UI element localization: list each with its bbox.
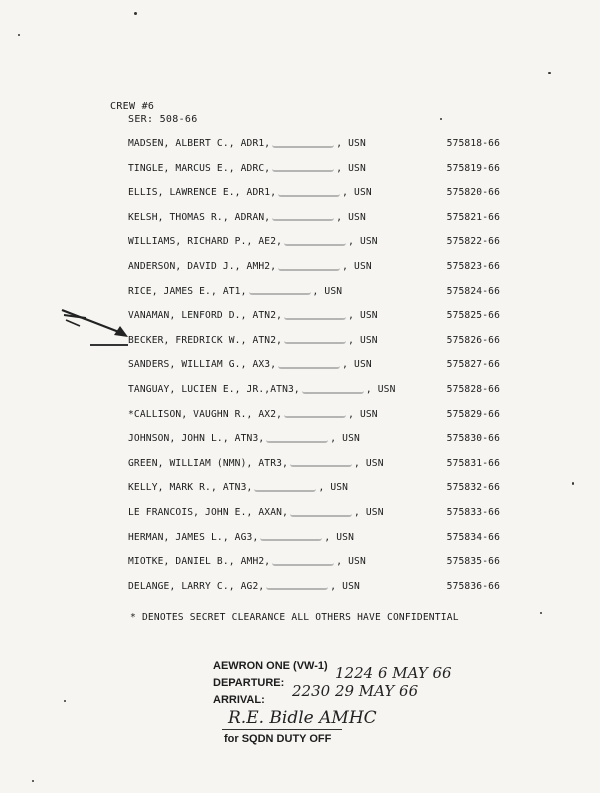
member-line — [128, 212, 366, 223]
roster-row — [128, 409, 500, 423]
roster-row — [128, 482, 500, 496]
member-name: DELANGE, LARRY C., AG2, — [128, 580, 265, 592]
member-name: LE FRANCOIS, JOHN E., AXAN, — [128, 507, 288, 518]
redaction-mark — [284, 237, 346, 246]
roster-row — [128, 359, 500, 373]
separator: , — [354, 507, 366, 518]
redaction-mark — [266, 434, 328, 443]
member-name: JOHNSON, JOHN L., ATN3, — [128, 433, 265, 445]
separator: , — [336, 138, 349, 149]
member-name: MADSEN, ALBERT C., ADR1, — [128, 138, 271, 149]
member-branch: USN — [348, 556, 366, 568]
member-line — [128, 556, 366, 567]
order-number: 575818-66 — [446, 138, 500, 149]
roster-row — [128, 163, 500, 177]
signature-underline — [222, 729, 342, 730]
squadron-unit: AEWRON ONE (VW-1) — [213, 660, 328, 672]
roster-row — [128, 556, 500, 570]
speck — [18, 34, 20, 36]
separator: , — [324, 531, 337, 543]
roster-row — [128, 261, 500, 275]
separator: , — [348, 334, 360, 346]
member-line — [128, 335, 378, 346]
member-line — [128, 458, 384, 469]
redaction-mark — [284, 335, 346, 344]
member-line — [128, 261, 372, 272]
separator: , — [336, 211, 349, 223]
roster-row — [128, 532, 500, 546]
member-line — [128, 138, 366, 149]
member-branch: USN — [348, 211, 366, 223]
member-branch: USN — [365, 507, 384, 518]
redaction-mark — [290, 458, 352, 467]
roster-row — [128, 433, 500, 447]
member-name: KELLY, MARK R., ATN3, — [128, 482, 253, 494]
roster-row — [128, 507, 500, 521]
separator: , — [330, 580, 343, 592]
member-branch: USN — [354, 261, 372, 272]
redaction-mark — [290, 508, 352, 517]
departure-label: DEPARTURE: — [213, 677, 285, 689]
member-branch: USN — [377, 384, 396, 395]
redaction-mark — [260, 532, 322, 541]
member-line — [128, 433, 360, 444]
redaction-mark — [249, 286, 311, 295]
member-name: WILLIAMS, RICHARD P., AE2, — [128, 236, 283, 248]
redaction-mark — [272, 212, 334, 221]
separator: , — [365, 384, 378, 395]
signature: R.E. Bidle AMHC — [228, 708, 377, 728]
separator: , — [348, 408, 360, 420]
member-name: KELSH, THOMAS R., ADRAN, — [128, 211, 271, 223]
redaction-mark — [284, 311, 346, 320]
member-name: TINGLE, MARCUS E., ADRC, — [128, 162, 271, 174]
member-name: BECKER, FREDRICK W., ATN2, — [128, 334, 283, 346]
member-line — [128, 532, 354, 543]
redaction-mark — [278, 188, 340, 197]
member-branch: USN — [359, 408, 378, 420]
separator: , — [336, 556, 349, 568]
separator: , — [354, 457, 366, 469]
member-name: TANGUAY, LUCIEN E., JR.,ATN3, — [128, 384, 300, 395]
separator: , — [348, 236, 360, 248]
member-line — [128, 409, 378, 420]
member-line — [128, 286, 342, 297]
member-name: SANDERS, WILLIAM G., AX3, — [128, 359, 277, 371]
member-name: MIOTKE, DANIEL B., AMH2, — [128, 556, 271, 568]
order-number: 575827-66 — [446, 359, 500, 371]
redaction-mark — [272, 557, 334, 566]
member-line — [128, 507, 384, 518]
member-name: RICE, JAMES E., AT1, — [128, 285, 247, 297]
roster-row — [128, 458, 500, 472]
speck — [572, 482, 574, 485]
roster-row — [128, 310, 500, 324]
order-number: 575826-66 — [446, 334, 500, 346]
redaction-mark — [278, 262, 340, 271]
redaction-mark — [272, 139, 334, 148]
order-number: 575833-66 — [446, 507, 500, 518]
roster-row — [128, 236, 500, 250]
order-number: 575825-66 — [446, 310, 500, 322]
duty-officer-label: for SQDN DUTY OFF — [224, 733, 332, 745]
separator: , — [318, 482, 331, 494]
roster-row — [128, 187, 500, 201]
clearance-note: * DENOTES SECRET CLEARANCE ALL OTHERS HAVE CONFIDENTIAL — [130, 612, 459, 623]
member-line — [128, 236, 378, 247]
separator: , — [330, 433, 343, 445]
speck — [540, 612, 542, 614]
member-branch: USN — [359, 334, 378, 346]
member-branch: USN — [365, 457, 384, 469]
member-line — [128, 384, 396, 395]
member-branch: USN — [342, 433, 360, 445]
speck — [32, 780, 34, 782]
member-line — [128, 581, 360, 592]
order-number: 575829-66 — [446, 408, 500, 420]
order-number: 575828-66 — [446, 384, 500, 395]
arrival-value: 2230 29 MAY 66 — [292, 682, 419, 700]
roster-row — [128, 384, 500, 398]
separator: , — [342, 187, 355, 199]
separator: , — [348, 310, 360, 322]
roster-row — [128, 581, 500, 595]
redaction-mark — [278, 360, 340, 369]
member-name: ANDERSON, DAVID J., AMH2, — [128, 261, 277, 272]
member-branch: USN — [330, 482, 349, 494]
speck — [64, 700, 66, 702]
roster-row — [128, 335, 500, 349]
speck — [134, 12, 137, 15]
member-branch: USN — [359, 310, 378, 322]
roster-row — [128, 286, 500, 300]
member-line — [128, 359, 372, 370]
member-branch: USN — [336, 531, 355, 543]
order-number: 575834-66 — [446, 531, 500, 543]
crew-label: CREW #6 — [110, 101, 155, 112]
member-branch: USN — [354, 187, 372, 199]
separator: , — [336, 162, 349, 174]
order-number: 575824-66 — [446, 285, 500, 297]
member-branch: USN — [342, 580, 360, 592]
member-line — [128, 482, 348, 493]
crew-serial: SER: 508-66 — [128, 114, 198, 125]
separator: , — [312, 285, 325, 297]
member-name: HERMAN, JAMES L., AG3, — [128, 531, 259, 543]
redaction-mark — [272, 163, 334, 172]
redaction-mark — [254, 483, 316, 492]
arrow-icon — [58, 306, 130, 342]
member-name: ELLIS, LAWRENCE E., ADR1, — [128, 187, 277, 199]
separator: , — [342, 261, 355, 272]
roster-row — [128, 212, 500, 226]
member-branch: USN — [324, 285, 343, 297]
order-number: 575822-66 — [446, 236, 500, 248]
member-branch: USN — [348, 162, 366, 174]
margin-mark — [90, 344, 128, 346]
member-branch: USN — [359, 236, 378, 248]
member-name: VANAMAN, LENFORD D., ATN2, — [128, 310, 283, 322]
order-number: 575823-66 — [446, 261, 500, 272]
order-number: 575831-66 — [446, 457, 500, 469]
speck — [440, 118, 442, 120]
member-branch: USN — [354, 359, 372, 371]
separator: , — [342, 359, 355, 371]
redaction-mark — [284, 409, 346, 418]
member-name: *CALLISON, VAUGHN R., AX2, — [128, 408, 283, 420]
member-line — [128, 187, 372, 198]
order-number: 575835-66 — [446, 556, 500, 568]
order-number: 575821-66 — [446, 211, 500, 223]
order-number: 575819-66 — [446, 162, 500, 174]
order-number: 575836-66 — [446, 580, 500, 592]
speck — [548, 72, 551, 74]
member-name: GREEN, WILLIAM (NMN), ATR3, — [128, 457, 288, 469]
order-number: 575820-66 — [446, 187, 500, 199]
member-line — [128, 163, 366, 174]
departure-value: 1224 6 MAY 66 — [335, 664, 452, 682]
arrival-label: ARRIVAL: — [213, 694, 265, 706]
order-number: 575832-66 — [446, 482, 500, 494]
redaction-mark — [302, 385, 364, 394]
roster-row — [128, 138, 500, 152]
order-number: 575830-66 — [446, 433, 500, 445]
redaction-mark — [266, 581, 328, 590]
member-branch: USN — [348, 138, 366, 149]
member-line — [128, 310, 378, 321]
